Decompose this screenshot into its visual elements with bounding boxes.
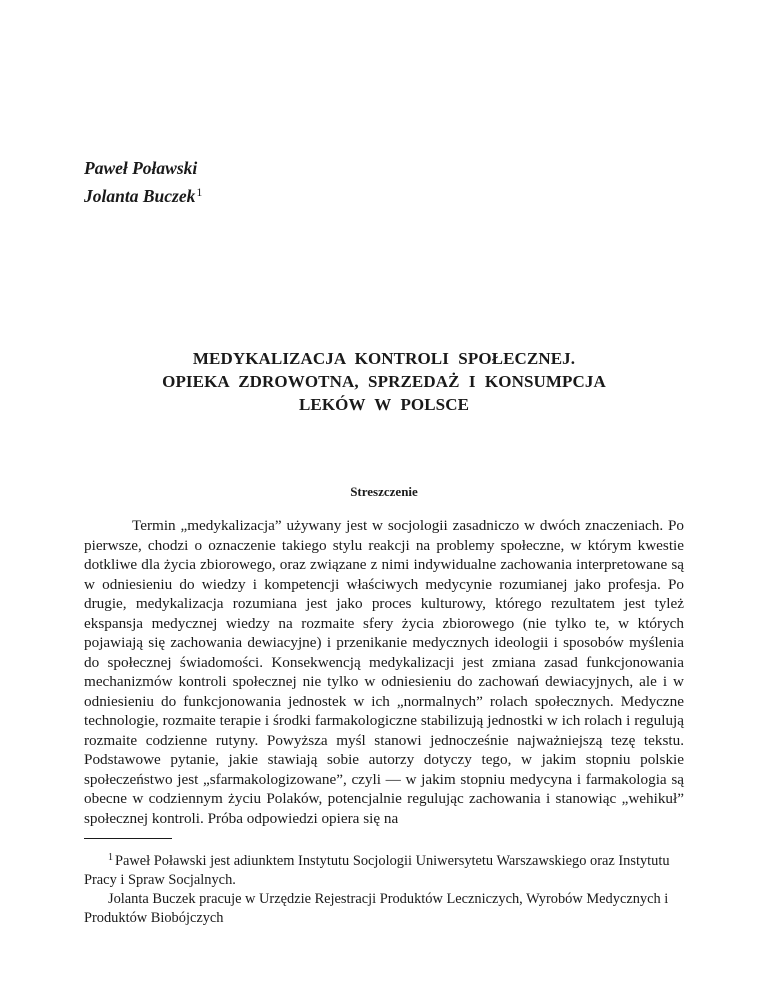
article-title xyxy=(84,347,684,416)
title-line: LEKÓW W POLSCE xyxy=(298,395,470,414)
footnote-paragraph xyxy=(84,848,684,890)
footnote-reference[interactable]: 1 xyxy=(196,185,203,199)
abstract-heading: Streszczenie xyxy=(350,484,418,499)
title-line: MEDYKALIZACJA KONTROLI SPOŁECZNEJ. xyxy=(192,349,576,368)
footnote-text: Jolanta Buczek pracuje w Urzędzie Rejestracji Produktów Leczniczych, Wyrobów Medycznych i Produktów Biobójczych xyxy=(84,891,669,926)
title-line: OPIEKA ZDROWOTNA, SPRZEDAŻ I KONSUMPCJA xyxy=(162,372,606,391)
footnote-marker: 1 xyxy=(108,852,113,863)
author-name: Jolanta Buczek xyxy=(84,186,196,206)
footnote-paragraph xyxy=(84,890,684,928)
author-name: Paweł Poławski xyxy=(84,158,198,178)
abstract-paragraph: Termin „medykalizacja” używany jest w socjologii zasadniczo w dwóch znaczeniach. Po pierwsze, chodzi o oznaczenie takiego stylu reakcji na problemy społeczne, w którym kwestie dotkliwe dla życia zbiorowego, oraz związane z nimi indywidualne zachowania interpretowane są w odniesieniu do wiedzy i kompetencji właściwych medycynie rozumianej jako profesja. Po drugie, medykalizacja rozumiana jest jako proces kulturowy, którego rezultatem jest tyleż ekspansja medycznej wiedzy na rozmaite sfery życia zbiorowego (nie tylko te, w których pojawiają się zachowania dewiacyjne) i przenikanie medycznych ideologii i sposobów myślenia do społecznej świadomości. Konsekwencją medykalizacji jest zmiana zasad funkcjonowania mechanizmów kontroli społecznej nie tylko w odniesieniu do zachowań dewiacyjnych, ale i w odniesieniu do funkcjonowania jednostek w ich „normalnych” rolach społecznych. Medyczne technologie, rozmaite terapie i środki farmakologiczne stabilizują jednostki w ich rolach i regulują rozmaite codzienne rutyny. Powyższa myśl stanowi jednocześnie najważniejszą tezę tekstu. Podstawowe pytanie, jakie stawiają sobie autorzy dotyczy tego, w jakim stopniu polskie społeczeństwo jest „sfarmakologizowane”, czyli — w jakim stopniu medycyna i farmakologia są obecne w codziennym życiu Polaków, potencjalnie regulując zachowania i stanowiąc „wehikuł” społecznej kontroli. Próba odpowiedzi opiera się na xyxy=(84,517,684,827)
footnote xyxy=(84,848,684,928)
author-block xyxy=(84,156,202,208)
footnote-separator xyxy=(84,838,172,839)
footnote-text: Paweł Poławski jest adiunktem Instytutu Socjologii Uniwersytetu Warszawskiego oraz Instytutu Pracy i Spraw Socjalnych. xyxy=(84,853,670,888)
author-name-with-footnote xyxy=(84,180,202,208)
